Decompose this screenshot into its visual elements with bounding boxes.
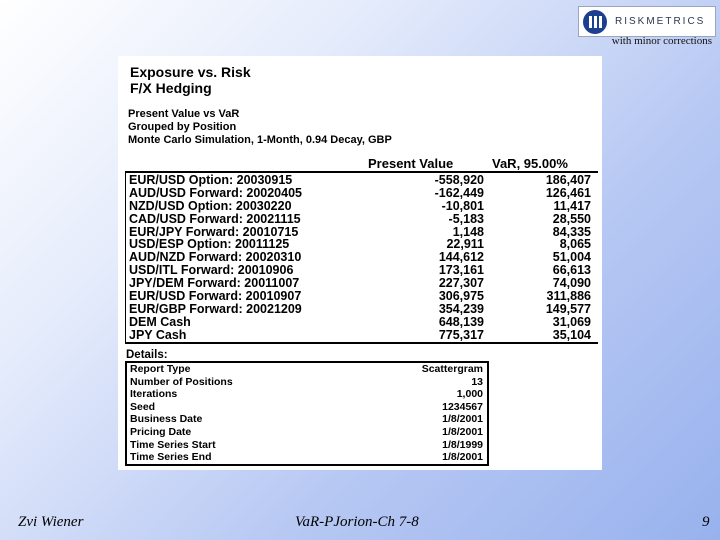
details-row <box>127 413 487 426</box>
position-present-value: 144,612 <box>438 250 484 265</box>
position-var: 74,090 <box>552 276 591 291</box>
detail-value: 1/8/2001 <box>442 425 483 438</box>
position-row <box>126 174 598 187</box>
details-row <box>127 426 487 439</box>
position-var: 11,417 <box>553 198 591 213</box>
position-present-value: 227,307 <box>438 276 484 291</box>
details-table <box>125 361 489 466</box>
report-sheet <box>118 56 602 470</box>
position-var: 51,004 <box>552 250 591 265</box>
position-present-value: 648,139 <box>438 314 484 329</box>
riskmetrics-logo <box>578 6 716 37</box>
details-row <box>127 376 487 389</box>
detail-value: Scattergram <box>421 363 483 375</box>
detail-label: Iterations <box>130 388 178 401</box>
position-name: CAD/USD Forward: 20021115 <box>129 211 301 226</box>
column-header-present-value: Present Value <box>368 156 454 171</box>
position-var: 149,577 <box>545 301 591 316</box>
position-present-value: 775,317 <box>438 327 484 342</box>
position-present-value: 354,239 <box>438 301 484 316</box>
position-present-value: -5,183 <box>448 211 484 226</box>
detail-label: Report Type <box>130 363 191 375</box>
position-row <box>126 187 598 200</box>
detail-label: Number of Positions <box>130 375 233 388</box>
position-name: JPY/DEM Forward: 20011007 <box>129 276 300 291</box>
position-present-value: 306,975 <box>438 289 484 304</box>
position-row <box>126 213 598 226</box>
footer-author: Zvi Wiener <box>18 514 84 530</box>
position-row <box>126 303 598 316</box>
riskmetrics-logo-icon <box>583 10 607 34</box>
position-var: 66,613 <box>552 263 591 278</box>
detail-label: Time Series Start <box>130 438 216 451</box>
detail-value: 1,000 <box>456 388 483 401</box>
detail-label: Time Series End <box>130 451 212 464</box>
position-present-value: -162,449 <box>434 185 484 200</box>
report-title: Exposure vs. Risk <box>130 64 251 80</box>
position-name: AUD/NZD Forward: 20020310 <box>129 250 302 265</box>
details-row <box>127 451 487 464</box>
corrections-note: with minor corrections <box>611 35 712 47</box>
detail-value: 1/8/2001 <box>442 413 483 426</box>
position-name: USD/ESP Option: 20011125 <box>129 237 290 252</box>
position-var: 84,335 <box>552 224 591 239</box>
footer-course: VaR-PJorion-Ch 7-8 <box>295 514 419 530</box>
position-present-value: -558,920 <box>434 173 484 187</box>
detail-value: 1/8/2001 <box>442 451 483 464</box>
position-name: EUR/USD Forward: 20010907 <box>129 289 302 304</box>
position-var: 35,104 <box>552 327 591 342</box>
position-present-value: -10,801 <box>441 198 484 213</box>
position-var: 31,069 <box>552 314 591 329</box>
position-name: EUR/GBP Forward: 20021209 <box>129 301 302 316</box>
details-row <box>127 401 487 414</box>
position-present-value: 1,148 <box>452 224 484 239</box>
position-present-value: 22,911 <box>446 237 484 252</box>
position-name: JPY Cash <box>129 327 187 342</box>
logo-text: RISKMETRICS <box>615 16 706 27</box>
header-line-2: Grouped by Position <box>128 121 237 133</box>
detail-label: Business Date <box>130 413 203 426</box>
details-title: Details: <box>126 349 168 361</box>
position-var: 28,550 <box>552 211 591 226</box>
position-name: AUD/USD Forward: 20020405 <box>129 185 302 200</box>
position-var: 311,886 <box>546 289 591 304</box>
position-var: 186,407 <box>545 173 591 187</box>
detail-value: 1/8/1999 <box>442 438 483 451</box>
position-row <box>126 329 598 342</box>
detail-label: Pricing Date <box>130 425 192 438</box>
position-present-value: 173,161 <box>438 263 484 278</box>
column-header-var: VaR, 95.00% <box>492 156 568 171</box>
detail-label: Seed <box>130 400 156 413</box>
position-row <box>126 200 598 213</box>
header-line-3: Monte Carlo Simulation, 1-Month, 0.94 Decay, GBP <box>128 134 392 146</box>
detail-value: 13 <box>471 375 483 388</box>
position-name: EUR/JPY Forward: 20010715 <box>129 224 299 239</box>
position-name: EUR/USD Option: 20030915 <box>129 173 293 187</box>
details-row <box>127 439 487 452</box>
position-var: 126,461 <box>545 185 591 200</box>
detail-value: 1234567 <box>442 400 483 413</box>
position-name: USD/ITL Forward: 20010906 <box>129 263 294 278</box>
report-subtitle: F/X Hedging <box>130 80 212 96</box>
header-line-1: Present Value vs VaR <box>128 108 240 120</box>
positions-table <box>125 171 598 344</box>
details-row <box>127 388 487 401</box>
details-row <box>127 363 487 376</box>
position-row <box>126 290 598 303</box>
footer-page-number: 9 <box>702 514 710 530</box>
position-var: 8,065 <box>559 237 591 252</box>
position-name: NZD/USD Option: 20030220 <box>129 198 292 213</box>
position-name: DEM Cash <box>129 314 191 329</box>
position-row <box>126 316 598 329</box>
